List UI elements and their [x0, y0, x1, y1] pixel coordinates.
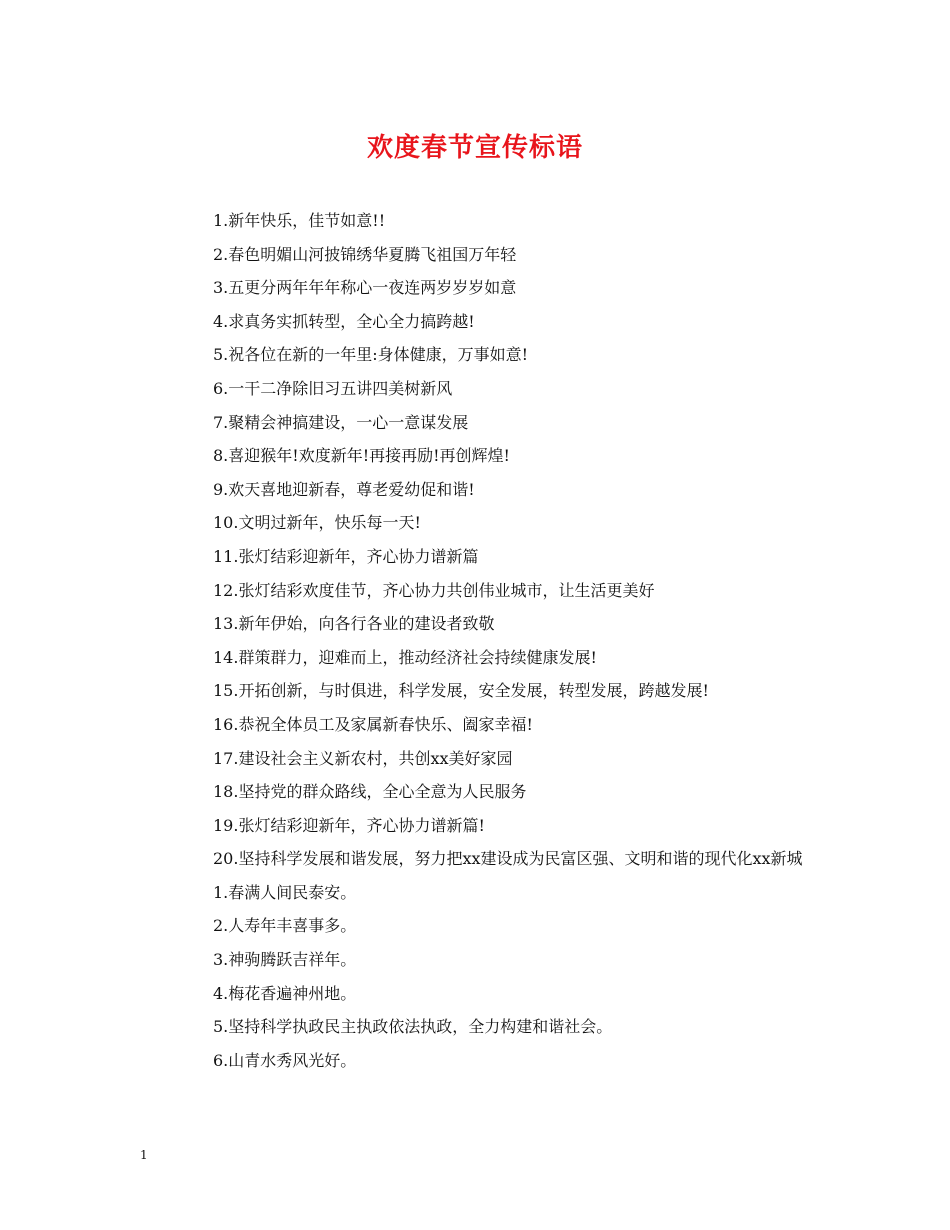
list-item: 8.喜迎猴年!欢度新年!再接再励!再创辉煌!: [213, 446, 510, 466]
list-item: 11.张灯结彩迎新年，齐心协力谱新篇: [213, 546, 479, 566]
list-item: 7.聚精会神搞建设，一心一意谋发展: [213, 412, 469, 432]
list-item: 1.新年快乐，佳节如意!!: [213, 211, 386, 230]
list-item: 3.五更分两年年年称心一夜连两岁岁岁如意: [213, 278, 517, 298]
list-item: 10.文明过新年，快乐每一天!: [213, 513, 421, 533]
list-item: 9.欢天喜地迎新春，尊老爱幼促和谐!: [213, 479, 475, 499]
list-item: 16.恭祝全体员工及家属新春快乐、阖家幸福!: [213, 714, 533, 734]
list-item: 19.张灯结彩迎新年，齐心协力谱新篇!: [213, 815, 485, 835]
list-item: 15.开拓创新，与时俱进，科学发展，安全发展，转型发展，跨越发展!: [213, 681, 709, 701]
list-item: 2.春色明媚山河披锦绣华夏腾飞祖国万年轻: [213, 244, 517, 264]
list-item: 12.张灯结彩欢度佳节，齐心协力共创伟业城市，让生活更美好: [213, 580, 655, 600]
page-number: 1: [140, 1148, 148, 1162]
list-item: 5.坚持科学执政民主执政依法执政，全力构建和谐社会。: [213, 1017, 613, 1037]
list-item: 6.山青水秀风光好。: [213, 1050, 357, 1070]
list-item: 14.群策群力，迎难而上，推动经济社会持续健康发展!: [213, 647, 597, 667]
list-item: 5.祝各位在新的一年里:身体健康，万事如意!: [213, 345, 529, 365]
list-item: 6.一干二净除旧习五讲四美树新风: [213, 378, 453, 398]
list-item: 13.新年伊始，向各行各业的建设者致敬: [213, 614, 495, 634]
slogan-list: [140, 204, 840, 1077]
list-item: 2.人寿年丰喜事多。: [213, 916, 357, 936]
list-item: 1.春满人间民泰安。: [213, 882, 357, 902]
list-item: 20.坚持科学发展和谐发展，努力把xx建设成为民富区强、文明和谐的现代化xx新城: [213, 849, 803, 869]
list-item: 17.建设社会主义新农村，共创xx美好家园: [213, 748, 513, 768]
list-item: 4.求真务实抓转型，全心全力搞跨越!: [213, 311, 475, 331]
list-item: 3.神驹腾跃吉祥年。: [213, 950, 357, 970]
list-item: 18.坚持党的群众路线，全心全意为人民服务: [213, 782, 527, 802]
document-title: 欢度春节宣传标语: [366, 133, 583, 163]
list-item: 4.梅花香遍神州地。: [213, 983, 357, 1003]
